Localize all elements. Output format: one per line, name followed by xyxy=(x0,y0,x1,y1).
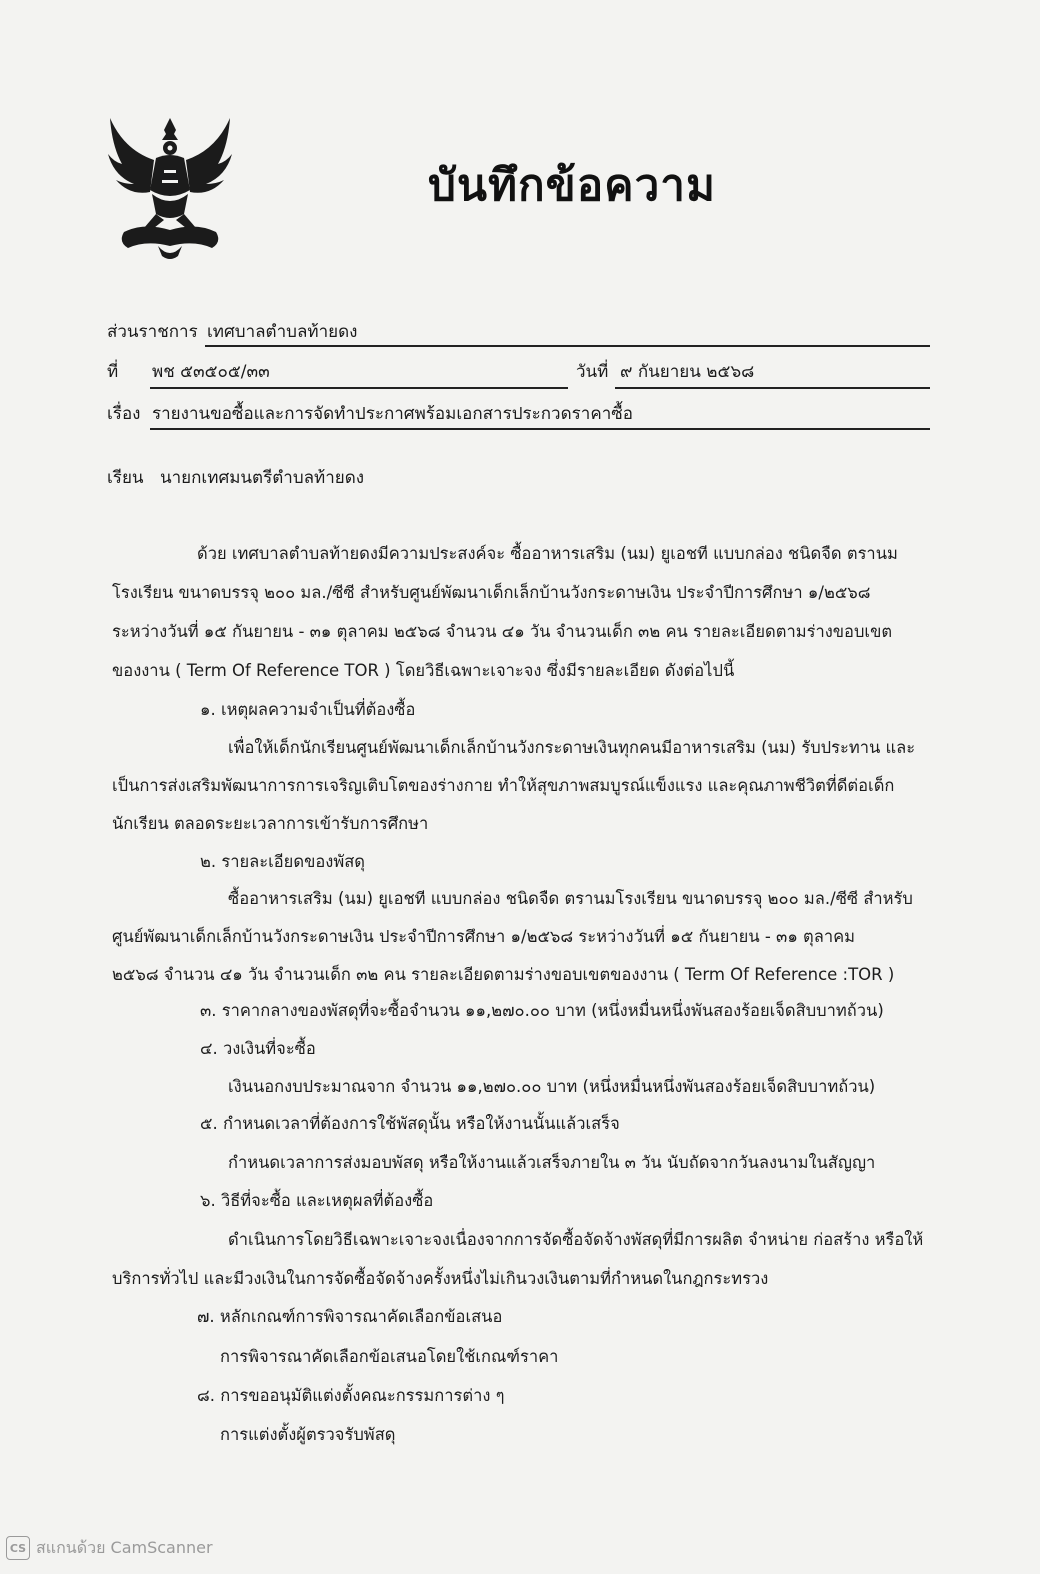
section-heading: ๒. รายละเอียดของพัสดุ xyxy=(200,852,365,871)
date-label: วันที่ xyxy=(576,362,609,382)
body-line: การแต่งตั้งผู้ตรวจรับพัสดุ xyxy=(220,1425,396,1444)
body-line: เพื่อให้เด็กนักเรียนศูนย์พัฒนาเด็กเล็กบ้านวังกระดาษเงินทุกคนมีอาหารเสริม (นม) รับประทาน และ xyxy=(228,738,916,757)
department-underline xyxy=(205,345,930,347)
body-line: ๒๕๖๘ จำนวน ๔๑ วัน จำนวนเด็ก ๓๒ คน รายละเอียดตามร่างขอบเขตของงาน ( Term Of Reference :TOR ) xyxy=(112,965,895,984)
section-heading: ๑. เหตุผลความจำเป็นที่ต้องซื้อ xyxy=(200,700,416,719)
recipient-value: นายกเทศมนตรีตำบลท้ายดง xyxy=(160,468,365,488)
section-heading: ๘. การขออนุมัติแต่งตั้งคณะกรรมการต่าง ๆ xyxy=(197,1386,505,1405)
section-heading: ๗. หลักเกณฑ์การพิจารณาคัดเลือกข้อเสนอ xyxy=(197,1307,503,1326)
garuda-emblem xyxy=(104,110,236,262)
subject-value: รายงานขอซื้อและการจัดทำประกาศพร้อมเอกสารประกวดราคาซื้อ xyxy=(152,404,633,424)
section-heading: ๕. กำหนดเวลาที่ต้องการใช้พัสดุนั้น หรือให้งานนั้นแล้วเสร็จ xyxy=(200,1114,620,1133)
body-line: ซื้ออาหารเสริม (นม) ยูเอชที แบบกล่อง ชนิดจืด ตรานมโรงเรียน ขนาดบรรจุ ๒๐๐ มล./ซีซี สำหรับ xyxy=(228,889,913,908)
section-heading: ๓. ราคากลางของพัสดุที่จะซื้อจำนวน ๑๑,๒๗๐.๐๐ บาท (หนึ่งหมื่นหนึ่งพันสองร้อยเจ็ดสิบบาทถ้วน) xyxy=(200,1001,884,1020)
body-line: ศูนย์พัฒนาเด็กเล็กบ้านวังกระดาษเงิน ประจำปีการศึกษา ๑/๒๕๖๘ ระหว่างวันที่ ๑๕ กันยายน - ๓๑ ตุลาคม xyxy=(112,927,856,946)
body-line: เงินนอกงบประมาณจาก จำนวน ๑๑,๒๗๐.๐๐ บาท (หนึ่งหมื่นหนึ่งพันสองร้อยเจ็ดสิบบาทถ้วน) xyxy=(228,1077,876,1096)
body-line: ของงาน ( Term Of Reference TOR ) โดยวิธีเฉพาะเจาะจง ซึ่งมีรายละเอียด ดังต่อไปนี้ xyxy=(112,661,735,680)
body-line: บริการทั่วไป และมีวงเงินในการจัดซื้อจัดจ้างครั้งหนึ่งไม่เกินวงเงินตามที่กำหนดในกฎกระทรวง xyxy=(112,1269,769,1288)
date-value: ๙ กันยายน ๒๕๖๘ xyxy=(620,362,755,382)
reference-value: พช ๕๓๕๐๕/๓๓ xyxy=(152,362,270,382)
body-line: ดำเนินการโดยวิธีเฉพาะเจาะจงเนื่องจากการจัดซื้อจัดจ้างพัสดุที่มีการผลิต จำหน่าย ก่อสร้าง หรือให้ xyxy=(228,1230,924,1249)
body-line: การพิจารณาคัดเลือกข้อเสนอโดยใช้เกณฑ์ราคา xyxy=(220,1347,559,1366)
body-line: กำหนดเวลาการส่งมอบพัสดุ หรือให้งานแล้วเสร็จภายใน ๓ วัน นับถัดจากวันลงนามในสัญญา xyxy=(228,1153,876,1172)
subject-label: เรื่อง xyxy=(107,404,141,424)
section-heading: ๔. วงเงินที่จะซื้อ xyxy=(200,1039,316,1058)
section-heading: ๖. วิธีที่จะซื้อ และเหตุผลที่ต้องซื้อ xyxy=(200,1191,434,1210)
recipient-label: เรียน xyxy=(107,468,144,488)
department-value: เทศบาลตำบลท้ายดง xyxy=(207,322,358,342)
body-line: โรงเรียน ขนาดบรรจุ ๒๐๐ มล./ซีซี สำหรับศูนย์พัฒนาเด็กเล็กบ้านวังกระดาษเงิน ประจำปีการศึกษา ๑/๒๕๖๘ xyxy=(112,583,871,602)
body-line: นักเรียน ตลอดระยะเวลาการเข้ารับการศึกษา xyxy=(112,814,429,833)
reference-label: ที่ xyxy=(107,362,119,382)
camscanner-watermark xyxy=(6,1536,213,1560)
camscanner-logo-icon: CS xyxy=(6,1536,30,1560)
reference-underline xyxy=(150,387,568,389)
date-underline xyxy=(615,387,930,389)
memo-title: บันทึกข้อความ xyxy=(428,160,717,211)
body-line: ด้วย เทศบาลตำบลท้ายดงมีความประสงค์จะ ซื้ออาหารเสริม (นม) ยูเอชที แบบกล่อง ชนิดจืด ตรานม xyxy=(197,544,898,563)
body-line: เป็นการส่งเสริมพัฒนาการการเจริญเติบโตของร่างกาย ทำให้สุขภาพสมบูรณ์แข็งแรง และคุณภาพชีวิตที่ดีต่อเด็ก xyxy=(112,776,895,795)
subject-underline xyxy=(150,428,930,430)
department-label: ส่วนราชการ xyxy=(107,322,198,342)
camscanner-text: สแกนด้วย CamScanner xyxy=(36,1537,213,1557)
body-line: ระหว่างวันที่ ๑๕ กันยายน - ๓๑ ตุลาคม ๒๕๖๘ จำนวน ๔๑ วัน จำนวนเด็ก ๓๒ คน รายละเอียดตามร่างขอบเขต xyxy=(112,622,893,641)
